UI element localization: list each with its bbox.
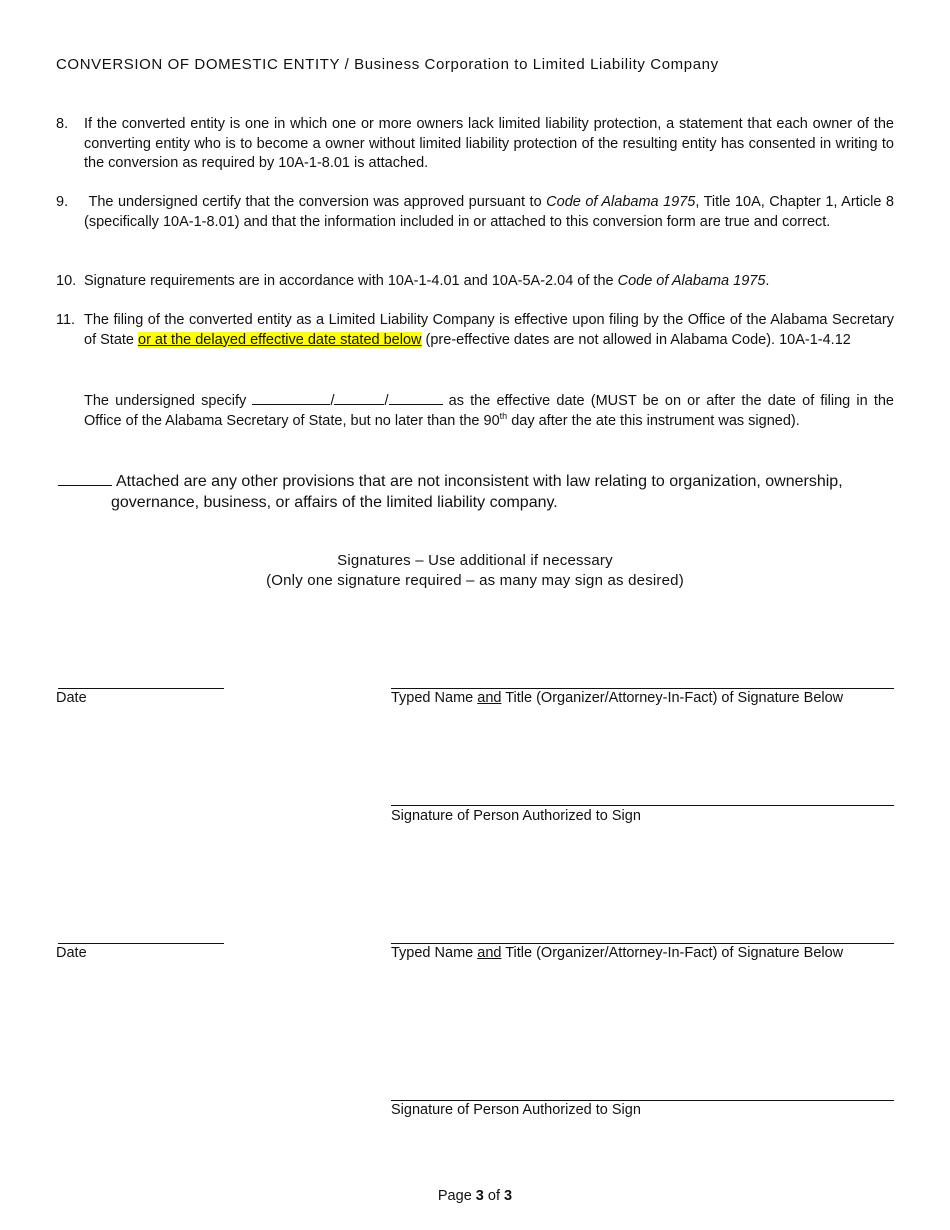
date-label-1: Date xyxy=(56,690,87,706)
label-part: Title (Organizer/Attorney-In-Fact) of Signature Below xyxy=(501,945,844,961)
item-text-part: The undersigned specify xyxy=(84,393,253,409)
item-text-part: (pre-effective dates are not allowed in Alabama Code). 10A-1-4.12 xyxy=(421,331,851,348)
item-text: If the converted entity is one in which one or more owners lack limited liability protection, a statement that each owner of the converting entity who is to become a owner without limited liability protection of the resulting entity has consented in writing to the conversion as required by 10A-1-8.01 is attached. xyxy=(84,116,894,171)
item-number: 8. xyxy=(56,116,69,132)
header-title: CONVERSION OF DOMESTIC ENTITY xyxy=(56,56,340,73)
item-text-part: Signature requirements are in accordance with 10A-1-4.01 and 10A-5A-2.04 of the xyxy=(84,273,618,289)
item-text xyxy=(84,193,894,232)
item-text-part: The filing of the converted entity as a Limited Liability Company is effective upon filing by the Office of the Alabama Secretary of State xyxy=(84,312,894,348)
item-text-part: . xyxy=(765,273,770,289)
item-text-part: , Title 10A, Chapter 1, Article 8 (specifically 10A-1-8.01) and that the information included in or attached to this conversion form are true and correct. xyxy=(84,194,894,230)
page-header xyxy=(56,56,719,73)
typed-name-label-2 xyxy=(391,945,843,961)
footer-page-word: Page xyxy=(437,1188,476,1204)
item-8 xyxy=(56,115,894,174)
item-text-part: as the effective date (MUST be on or after the date of filing in the Office of the Alabama Secretary of State, but no later than the 90 xyxy=(84,393,894,429)
attached-line-2: governance, business, or affairs of the limited liability company. xyxy=(111,494,558,511)
slash: / xyxy=(330,393,335,409)
item-text-part: The undersigned certify that the conversion was approved pursuant to xyxy=(88,194,547,210)
effective-date-paragraph xyxy=(56,390,894,431)
typed-name-label-1 xyxy=(391,690,843,706)
label-part: Title (Organizer/Attorney-In-Fact) of Signature Below xyxy=(501,690,844,706)
item-10 xyxy=(56,272,894,292)
attached-line-1: Attached are any other provisions that are not inconsistent with law relating to organization, ownership, xyxy=(116,473,843,490)
superscript: th xyxy=(499,410,508,421)
item-text xyxy=(84,272,894,292)
effective-date-text xyxy=(84,390,894,431)
item-9 xyxy=(56,193,894,232)
signature-label-2: Signature of Person Authorized to Sign xyxy=(391,1102,641,1118)
date-label-2: Date xyxy=(56,945,87,961)
label-part-underlined: and xyxy=(477,690,502,706)
year-blank[interactable] xyxy=(389,390,443,405)
label-part: Typed Name xyxy=(391,690,478,706)
item-text xyxy=(84,311,894,350)
day-blank[interactable] xyxy=(334,390,384,405)
label-part-underlined: and xyxy=(477,945,502,961)
item-number: 11. xyxy=(56,312,76,328)
signature-line-1[interactable] xyxy=(391,805,894,806)
signature-label-1: Signature of Person Authorized to Sign xyxy=(391,808,641,824)
month-blank[interactable] xyxy=(252,390,330,405)
attached-provisions xyxy=(56,471,894,513)
date-line-2[interactable] xyxy=(58,943,224,944)
footer-of-word: of xyxy=(483,1188,505,1204)
highlighted-text: or at the delayed effective date stated below xyxy=(138,331,422,348)
slash: / xyxy=(384,393,389,409)
header-subtitle: / Business Corporation to Limited Liability Company xyxy=(344,56,719,73)
signature-line-2[interactable] xyxy=(391,1100,894,1101)
attached-checkbox-line[interactable] xyxy=(58,473,112,486)
typed-name-line-1[interactable] xyxy=(391,688,894,689)
typed-name-line-2[interactable] xyxy=(391,943,894,944)
code-reference: Code of Alabama 1975 xyxy=(546,194,696,210)
signatures-subheading: (Only one signature required – as many may sign as desired) xyxy=(266,572,684,589)
footer-page-number: 3 xyxy=(475,1188,484,1204)
signatures-heading: Signatures – Use additional if necessary xyxy=(337,552,613,569)
item-text-part: day after the ate this instrument was signed). xyxy=(507,412,800,429)
label-part: Typed Name xyxy=(391,945,478,961)
page-footer xyxy=(0,1188,950,1204)
date-line-1[interactable] xyxy=(58,688,224,689)
signatures-heading-block xyxy=(0,551,950,591)
code-reference: Code of Alabama 1975 xyxy=(617,273,766,289)
item-number: 10. xyxy=(56,273,77,289)
item-11 xyxy=(56,311,894,350)
item-number: 9. xyxy=(56,194,69,210)
footer-page-total: 3 xyxy=(504,1188,513,1204)
